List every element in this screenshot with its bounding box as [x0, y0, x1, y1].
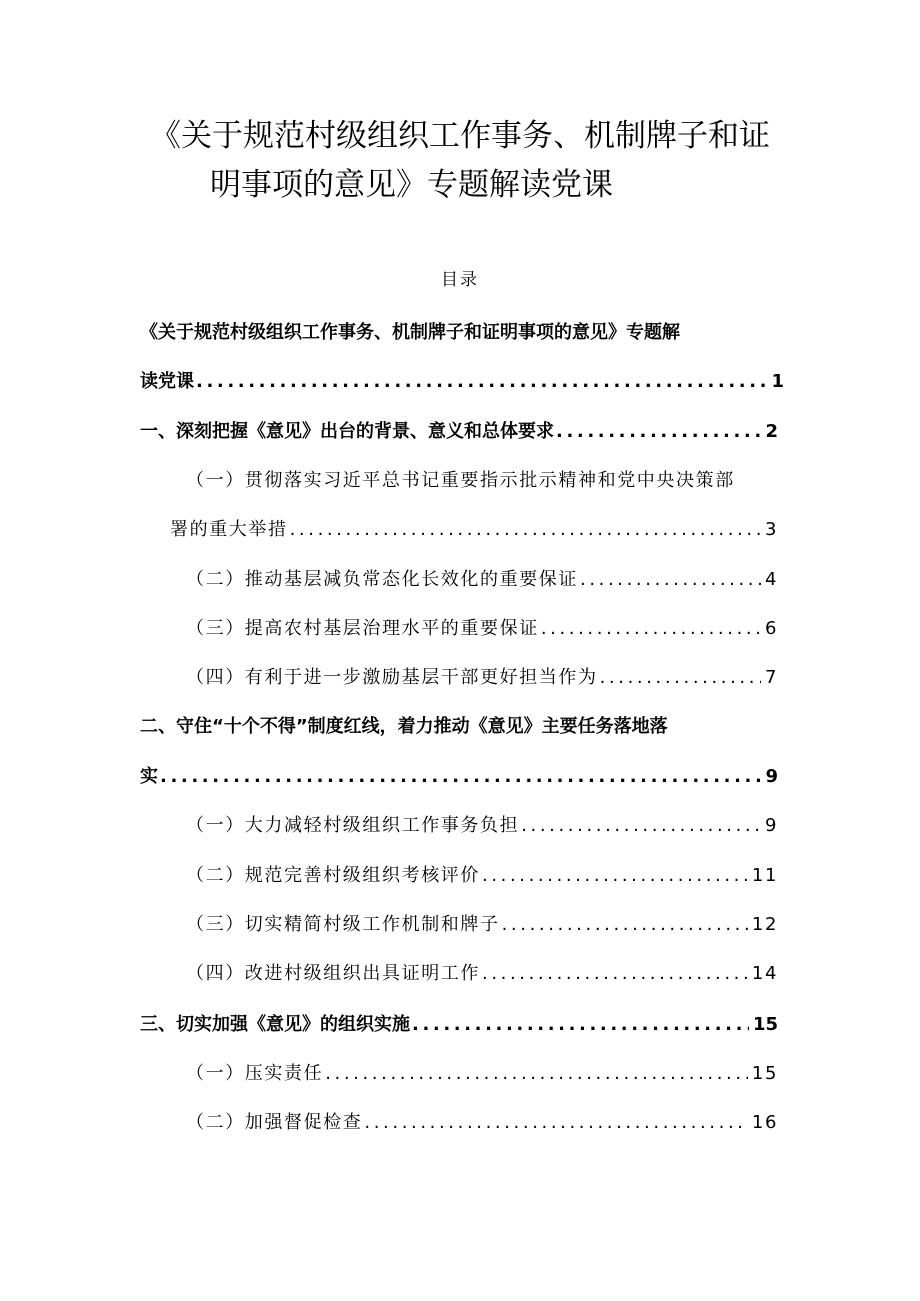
dot-leader: [196, 367, 767, 397]
toc-entry-text: （四）改进村级组织出具证明工作: [186, 963, 480, 984]
toc-entry-text: 署的重大举措: [170, 519, 288, 540]
dot-leader: [482, 959, 748, 989]
toc-entry-2-4[interactable]: [186, 959, 778, 989]
toc-entry-text: 二、守住“十个不得”制度红线，着力推动《意见》主要任务落地落: [140, 716, 668, 737]
toc-entry-1-4[interactable]: [186, 663, 778, 693]
toc-entry-text: 实: [140, 766, 158, 787]
toc-entry-title-line-2[interactable]: [140, 367, 784, 397]
toc-page-number: 9: [764, 815, 778, 836]
toc-page-number: 3: [764, 519, 778, 540]
toc-entry-2-3[interactable]: [186, 910, 778, 940]
dot-leader: [482, 861, 748, 891]
toc-entry-text: （二）规范完善村级组织考核评价: [186, 865, 480, 886]
toc-page-number: 7: [764, 667, 778, 688]
document-title-line-1: 《关于规范村级组织工作事务、机制牌子和证: [150, 118, 770, 154]
toc-entry-text: （四）有利于进一步激励基层干部更好担当作为: [186, 667, 598, 688]
dot-leader: [580, 565, 761, 595]
toc-entry-title-line-1[interactable]: [140, 318, 784, 348]
toc-entry-3-2[interactable]: [186, 1108, 778, 1138]
toc-entry-text: （二）推动基层减负常态化长效化的重要保证: [186, 569, 578, 590]
toc-entry-1-3[interactable]: [186, 614, 778, 644]
toc-entry-section-2-line-1[interactable]: [140, 712, 784, 742]
toc-entry-1-1-line-1[interactable]: [186, 466, 784, 496]
toc-entry-text: （一）压实责任: [186, 1063, 324, 1084]
toc-entry-text: 三、切实加强《意见》的组织实施: [140, 1014, 410, 1035]
toc-page-number: 4: [764, 569, 778, 590]
toc-entry-section-3[interactable]: [140, 1010, 778, 1040]
toc-page-number: 15: [751, 1063, 778, 1084]
toc-page-number: 6: [764, 618, 778, 639]
toc-entry-section-1[interactable]: [140, 417, 778, 447]
toc-entry-2-2[interactable]: [186, 861, 778, 891]
toc-entry-section-2-line-2[interactable]: [140, 762, 778, 792]
dot-leader: [556, 417, 761, 447]
dot-leader: [502, 910, 748, 940]
toc-entry-text: （三）提高农村基层治理水平的重要保证: [186, 618, 539, 639]
dot-leader: [364, 1108, 747, 1138]
dot-leader: [541, 614, 761, 644]
toc-entry-text: （二）加强督促检查: [186, 1112, 363, 1133]
toc-entry-3-1[interactable]: [186, 1059, 778, 1089]
toc-page-number: 11: [751, 865, 778, 886]
dot-leader: [160, 762, 761, 792]
toc-entry-1-2[interactable]: [186, 565, 778, 595]
toc-entry-1-1-line-2[interactable]: [170, 515, 778, 545]
toc-entry-text: 一、深刻把握《意见》出台的背景、意义和总体要求: [140, 421, 554, 442]
toc-entry-text: 读党课: [140, 371, 194, 392]
document-title-line-2: 明事项的意见》专题解读党课: [210, 167, 613, 203]
dot-leader: [600, 663, 761, 693]
toc-page-number: 1: [771, 371, 784, 392]
dot-leader: [325, 1059, 748, 1089]
dot-leader: [290, 515, 761, 545]
toc-entry-text: 《关于规范村级组织工作事务、机制牌子和证明事项的意见》专题解: [140, 322, 680, 343]
toc-page-number: 16: [751, 1112, 778, 1133]
toc-page-number: 2: [765, 421, 778, 442]
toc-page-number: 15: [752, 1014, 778, 1035]
toc-entry-text: （三）切实精简村级工作机制和牌子: [186, 914, 500, 935]
toc-page-number: 9: [765, 766, 778, 787]
toc-page-number: 14: [751, 963, 778, 984]
toc-page-number: 12: [751, 914, 778, 935]
toc-entry-2-1[interactable]: [186, 811, 778, 841]
toc-heading: 目录: [441, 270, 479, 290]
toc-entry-text: （一）贯彻落实习近平总书记重要指示批示精神和党中央决策部: [186, 470, 735, 491]
dot-leader: [521, 811, 761, 841]
dot-leader: [412, 1010, 749, 1040]
toc-entry-text: （一）大力减轻村级组织工作事务负担: [186, 815, 520, 836]
